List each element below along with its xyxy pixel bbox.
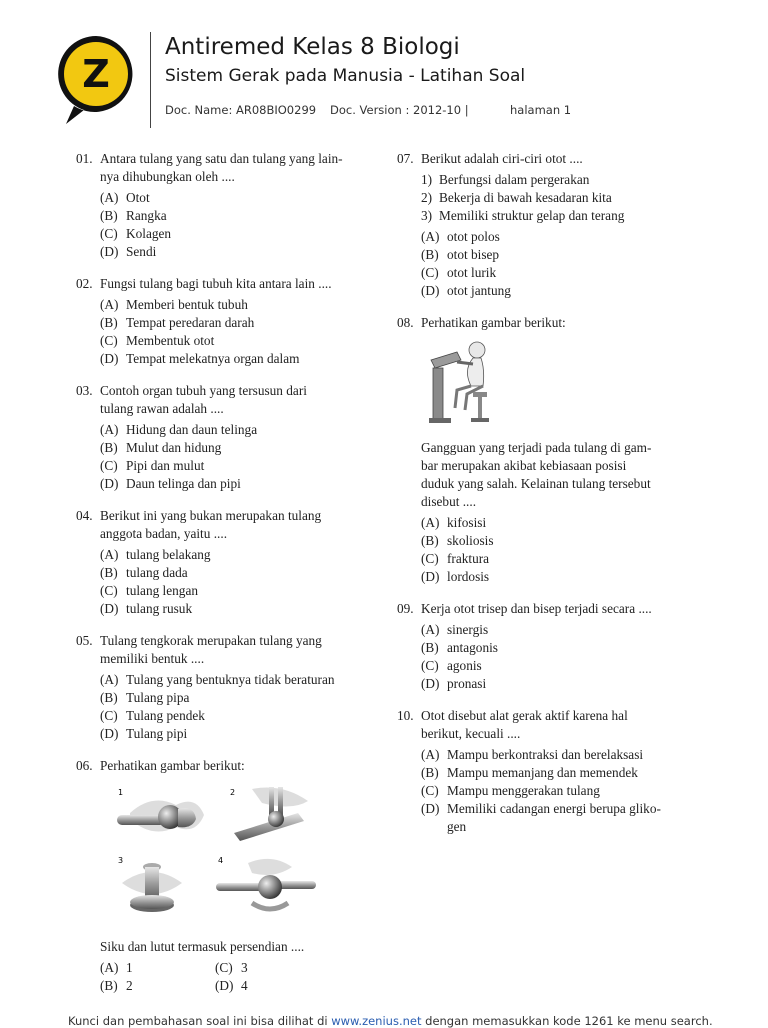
joint-label-3: 3 [118, 856, 124, 865]
option: (C) Mampu menggerakan tulang [421, 783, 600, 798]
joint-label-2: 2 [230, 788, 236, 797]
question-text: Antara tulang yang satu dan tulang yang lain- [100, 151, 343, 166]
option: (A) Otot [100, 190, 150, 205]
footer-note [68, 1014, 713, 1028]
option: (C) otot lurik [421, 265, 497, 280]
option: (D) Tempat melekatnya organ dalam [100, 351, 300, 366]
option: (D) lordosis [421, 569, 490, 584]
option: (A) kifosisi [421, 515, 487, 530]
option: (C) Tulang pendek [100, 708, 205, 723]
question-number: 05. [76, 633, 93, 648]
question-number: 07. [397, 151, 414, 166]
zenius-link[interactable]: www.zenius.net [331, 1014, 422, 1028]
question-text: Otot disebut alat gerak aktif karena hal [421, 708, 628, 723]
option: (A) 1 [100, 960, 133, 975]
question-text: disebut .... [421, 494, 477, 509]
option: (B) Tulang pipa [100, 690, 190, 705]
question-07 [397, 150, 697, 300]
question-number: 04. [76, 508, 93, 523]
option: (B) antagonis [421, 640, 498, 655]
page-title: Antiremed Kelas 8 Biologi [165, 34, 460, 60]
option: (B) Mulut dan hidung [100, 440, 222, 455]
question-02 [76, 275, 376, 368]
question-text: Siku dan lutut termasuk persendian .... [100, 939, 305, 954]
question-text: Perhatikan gambar berikut: [421, 315, 566, 330]
joints-figure [112, 783, 317, 923]
statement: 2) Bekerja di bawah kesadaran kita [421, 190, 612, 205]
option: (C) fraktura [421, 551, 490, 566]
option: (D) Tulang pipi [100, 726, 188, 741]
page-subtitle: Sistem Gerak pada Manusia - Latihan Soal [165, 66, 526, 86]
right-column [397, 150, 697, 850]
footer-text: dengan memasukkan kode 1261 ke menu search. [425, 1014, 713, 1028]
question-text: Berikut adalah ciri-ciri otot .... [421, 151, 583, 166]
left-column [76, 150, 376, 1009]
option: (B) tulang dada [100, 565, 188, 580]
page-number: halaman 1 [510, 103, 572, 117]
doc-meta [165, 103, 571, 117]
option: (A) otot polos [421, 229, 500, 244]
question-01 [76, 150, 376, 261]
option: (B) Tempat peredaran darah [100, 315, 255, 330]
question-number: 08. [397, 315, 414, 330]
question-text: Fungsi tulang bagi tubuh kita antara lain .... [100, 276, 332, 291]
question-number: 10. [397, 708, 414, 723]
sitting-posture-figure [427, 338, 493, 426]
option: (C) tulang lengan [100, 583, 199, 598]
option: (B) Rangka [100, 208, 167, 223]
zenius-logo [54, 32, 138, 128]
option: (D) Memiliki cadangan energi berupa gliko- [421, 801, 661, 816]
option: (C) agonis [421, 658, 482, 673]
option: (D) otot jantung [421, 283, 511, 298]
question-10 [397, 707, 697, 836]
option: (B) otot bisep [421, 247, 500, 262]
question-number: 02. [76, 276, 93, 291]
footer-text: Kunci dan pembahasan soal ini bisa dilihat di [68, 1014, 328, 1028]
option: (A) Hidung dan daun telinga [100, 422, 258, 437]
question-number: 09. [397, 601, 414, 616]
question-text: berikut, kecuali .... [421, 726, 521, 741]
option: (C) Kolagen [100, 226, 172, 241]
option: (C) Membentuk otot [100, 333, 215, 348]
joint-label-1: 1 [118, 788, 124, 797]
statement: 3) Memiliki struktur gelap dan terang [421, 208, 625, 223]
question-number: 06. [76, 758, 93, 773]
option: (B) Mampu memanjang dan memendek [421, 765, 638, 780]
option: (C) 3 [215, 960, 248, 975]
question-text: Kerja otot trisep dan bisep terjadi secara .... [421, 601, 652, 616]
doc-version: Doc. Version : 2012-10 | [330, 103, 469, 117]
option: (D) Daun telinga dan pipi [100, 476, 241, 491]
question-08 [397, 314, 697, 586]
statement: 1) Berfungsi dalam pergerakan [421, 172, 590, 187]
header-divider [150, 32, 151, 128]
option: (D) pronasi [421, 676, 487, 691]
question-04 [76, 507, 376, 618]
question-03 [76, 382, 376, 493]
option: (B) skoliosis [421, 533, 494, 548]
option: (A) Memberi bentuk tubuh [100, 297, 248, 312]
option: (D) Sendi [100, 244, 157, 259]
question-text: anggota badan, yaitu .... [100, 526, 228, 541]
option: (A) sinergis [421, 622, 489, 637]
option: (A) Mampu berkontraksi dan berelaksasi [421, 747, 644, 762]
question-text: Perhatikan gambar berikut: [100, 758, 245, 773]
logo-letter: Z [82, 52, 110, 96]
option: (C) Pipi dan mulut [100, 458, 205, 473]
question-text: Tulang tengkorak merupakan tulang yang [100, 633, 322, 648]
question-number: 01. [76, 151, 93, 166]
question-text: nya dihubungkan oleh .... [100, 169, 235, 184]
question-number: 03. [76, 383, 93, 398]
question-text: Berikut ini yang bukan merupakan tulang [100, 508, 322, 523]
option: (D) 4 [215, 978, 248, 993]
question-text: Gangguan yang terjadi pada tulang di gam- [421, 440, 652, 455]
question-text: Contoh organ tubuh yang tersusun dari [100, 383, 307, 398]
question-06 [76, 757, 376, 995]
question-text: tulang rawan adalah .... [100, 401, 224, 416]
doc-name: Doc. Name: AR08BIO0299 [165, 103, 317, 117]
question-text: memiliki bentuk .... [100, 651, 205, 666]
question-09 [397, 600, 697, 693]
option: (D) tulang rusuk [100, 601, 193, 616]
joint-label-4: 4 [218, 856, 224, 865]
option: (A) tulang belakang [100, 547, 211, 562]
question-text: bar merupakan akibat kebiasaan posisi [421, 458, 627, 473]
option: (B) 2 [100, 978, 133, 993]
option: (A) Tulang yang bentuknya tidak beraturan [100, 672, 335, 687]
question-05 [76, 632, 376, 743]
option-continuation: gen [447, 819, 467, 834]
question-text: duduk yang salah. Kelainan tulang tersebut [421, 476, 651, 491]
